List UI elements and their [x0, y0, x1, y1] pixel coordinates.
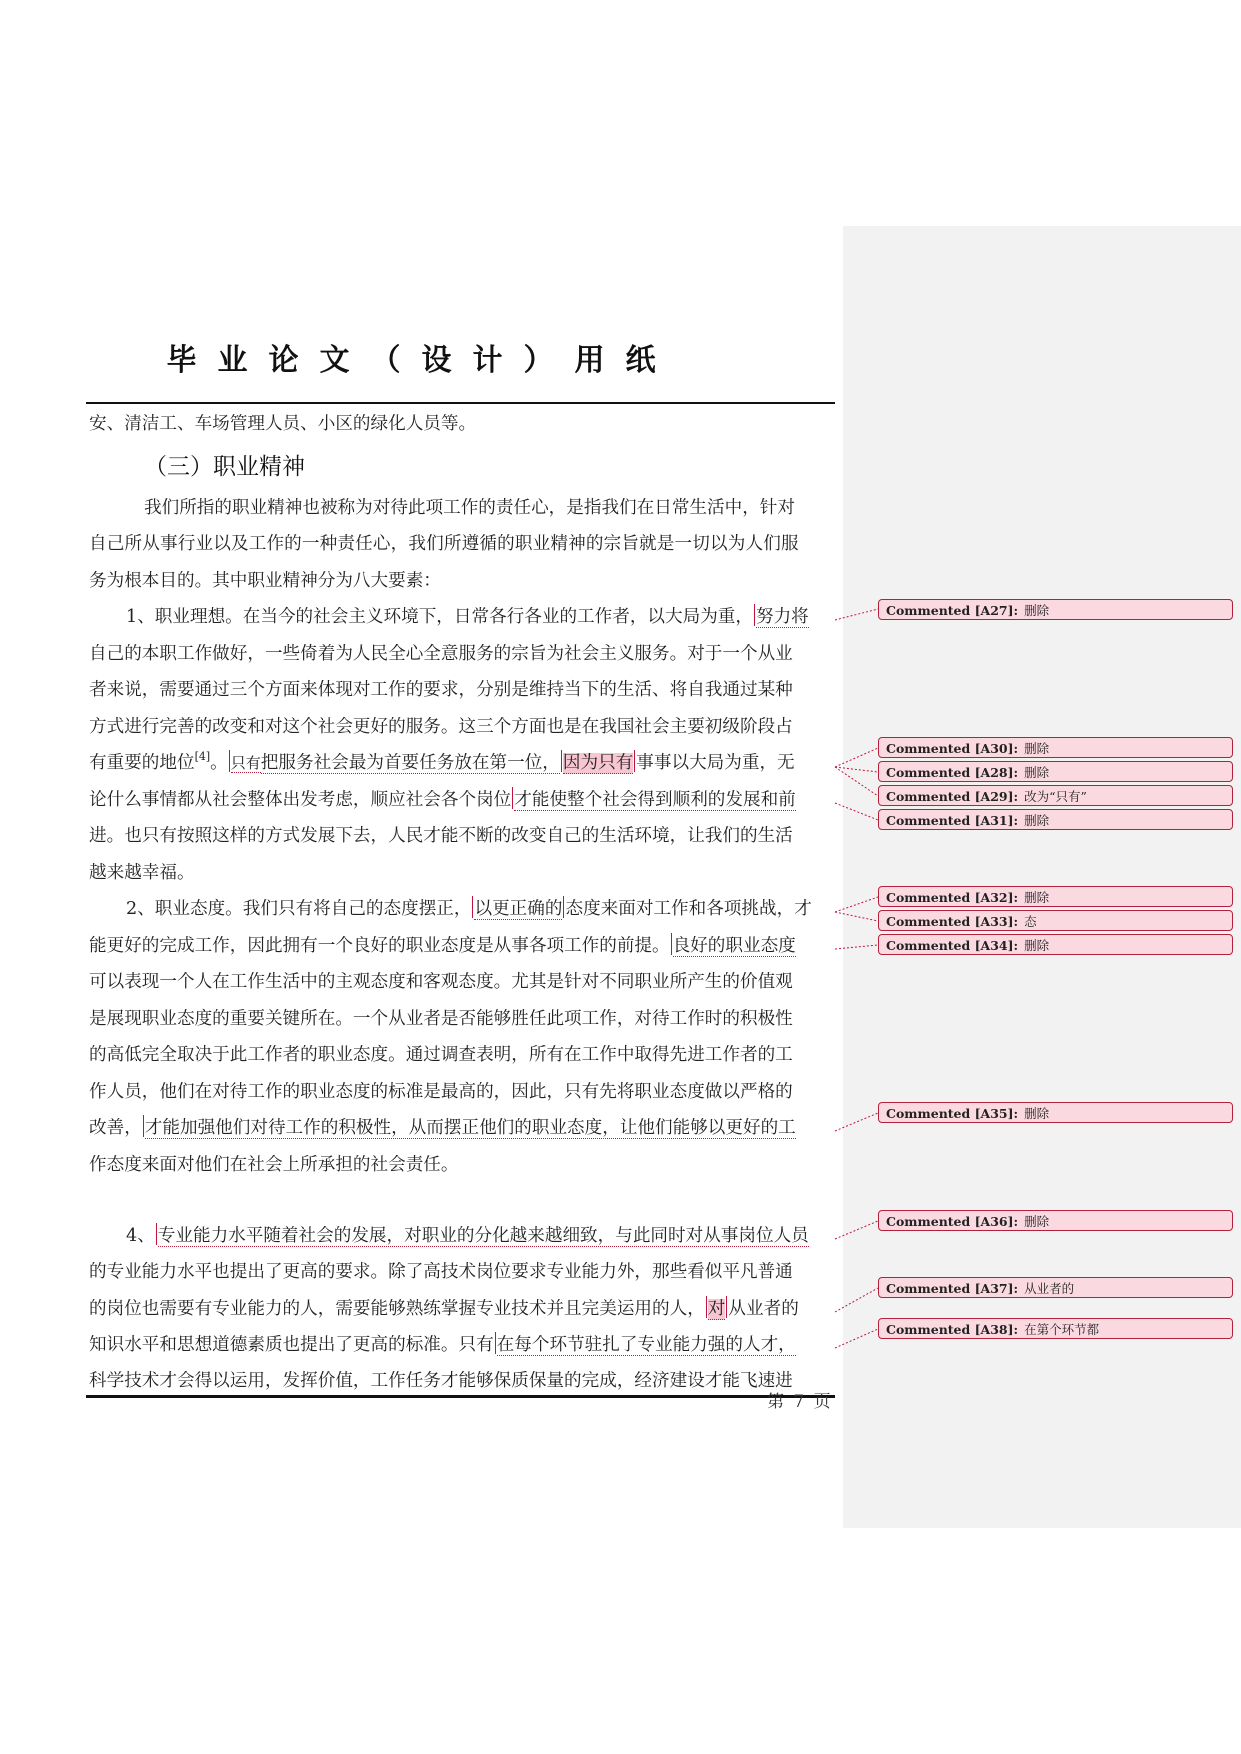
comment-anchor-mark[interactable] [671, 933, 672, 955]
comment-anchor-mark[interactable] [561, 750, 562, 772]
body-line: 作人员，他们在对待工作的职业态度的标准是最高的，因此，只有先将职业态度做以严格的 [89, 1082, 793, 1102]
body-line: 方式进行完善的改变和对这个社会更好的服务。这三个方面也是在我国社会主要初级阶段占 [89, 717, 793, 737]
comment-id: Commented [A27]: [886, 603, 1019, 618]
comment-id: Commented [A37]: [886, 1281, 1019, 1296]
comment-text: 删除 [1024, 603, 1050, 618]
comment-text: 态 [1024, 914, 1037, 929]
body-line: 的高低完全取决于此工作者的职业态度。通过调查表明，所有在工作中取得先进工作者的工 [89, 1045, 793, 1065]
body-line: 作态度来面对他们在社会上所承担的社会责任。 [89, 1155, 459, 1175]
comment-text: 删除 [1024, 813, 1050, 828]
comment-text: 删除 [1024, 890, 1050, 905]
comment-id: Commented [A31]: [886, 813, 1019, 828]
text-run: 论什么事情都从社会整体出发考虑，顺应社会各个岗位 [89, 790, 512, 810]
body-line [89, 749, 795, 774]
page-number: 第 7 页 [767, 1392, 833, 1412]
page-header-title: 毕业论文（设计）用纸 [166, 343, 677, 378]
comment-id: Commented [A34]: [886, 938, 1019, 953]
text-run: 事事以大局为重，无 [636, 753, 795, 773]
comment-text: 在第个环节都 [1024, 1322, 1100, 1337]
comment-id: Commented [A33]: [886, 914, 1019, 929]
body-line: 科学技术才会得以运用，发挥价值，工作任务才能够保质保量的完成，经济建设才能飞速进 [89, 1371, 793, 1391]
body-line: 是展现职业态度的重要关键所在。一个从业者是否能够胜任此项工作，对待工作时的积极性 [89, 1009, 793, 1029]
commented-text[interactable]: 以更正确的 [474, 899, 563, 919]
comment-text: 从业者的 [1024, 1281, 1075, 1296]
text-run: 知识水平和思想道德素质也提出了更高的标准。只有 [89, 1335, 494, 1355]
commented-text[interactable]: 努力将 [755, 607, 809, 627]
comment-balloon[interactable] [878, 886, 1233, 907]
comment-text: 删除 [1024, 1214, 1050, 1229]
commented-text[interactable]: 才能使整个社会得到顺利的发展和前 [514, 790, 796, 810]
commented-text[interactable]: 只有 [230, 754, 261, 772]
body-line [126, 895, 812, 920]
comment-text: 删除 [1024, 938, 1050, 953]
text-run: 2、职业态度。我们只有将自己的态度摆正， [126, 899, 472, 919]
commented-text[interactable]: 才能加强他们对待工作的积极性，从而摆正他们的职业态度，让他们能够以更好的工 [144, 1118, 796, 1138]
commented-text[interactable]: 把服务社会最为首要任务放在第一位， [260, 753, 560, 773]
body-line: 我们所指的职业精神也被称为对待此项工作的责任心，是指我们在日常生活中，针对 [144, 498, 795, 518]
body-line: 越来越幸福。 [89, 863, 195, 883]
comment-balloon[interactable] [878, 1210, 1233, 1231]
body-line [126, 603, 809, 628]
commented-text-highlight[interactable]: 对 [707, 1299, 726, 1319]
text-run: 4、 [126, 1226, 155, 1246]
comment-anchor-mark[interactable] [495, 1332, 496, 1354]
text-run: 态度来面对工作和各项挑战，才 [565, 899, 812, 919]
text-run: 。 [210, 753, 228, 773]
text-run: 1、职业理想。在当今的社会主义环境下，日常各行各业的工作者，以大局为重， [126, 607, 753, 627]
comment-anchor-mark[interactable] [156, 1223, 157, 1245]
comment-text: 删除 [1024, 741, 1050, 756]
body-line [89, 1331, 796, 1356]
commented-text[interactable]: 专业能力水平随着社会的发展，对职业的分化越来越细致，与此同时对从事岗位人员 [157, 1226, 809, 1246]
comment-balloon[interactable] [878, 934, 1233, 955]
body-line: 自己所从事行业以及工作的一种责任心，我们所遵循的职业精神的宗旨就是一切以为人们服 [89, 534, 799, 554]
comment-balloon[interactable] [878, 910, 1233, 931]
comment-text: 删除 [1024, 765, 1050, 780]
comment-id: Commented [A28]: [886, 765, 1019, 780]
comment-balloon[interactable] [878, 785, 1233, 806]
comment-id: Commented [A36]: [886, 1214, 1019, 1229]
text-run: 有重要的地位 [89, 753, 195, 773]
comment-text: 删除 [1024, 1106, 1050, 1121]
comment-balloon[interactable] [878, 809, 1233, 830]
comment-id: Commented [A32]: [886, 890, 1019, 905]
comment-balloon[interactable] [878, 599, 1233, 620]
body-line [89, 932, 796, 957]
comment-id: Commented [A35]: [886, 1106, 1019, 1121]
comment-balloon[interactable] [878, 1277, 1233, 1298]
comment-balloon[interactable] [878, 1102, 1233, 1123]
body-line [126, 1222, 809, 1247]
body-line: 自己的本职工作做好，一些倚着为人民全心全意服务的宗旨为社会主义服务。对于一个从业 [89, 644, 793, 664]
text-run: 从业者的 [728, 1299, 799, 1319]
comment-id: Commented [A30]: [886, 741, 1019, 756]
section-heading: （三）职业精神 [144, 454, 305, 480]
commented-text-highlight[interactable]: 因为只有 [562, 753, 634, 773]
body-line: 可以表现一个人在工作生活中的主观态度和客观态度。尤其是针对不同职业所产生的价值观 [89, 972, 793, 992]
body-line: 的专业能力水平也提出了更高的要求。除了高技术岗位要求专业能力外，那些看似平凡普通 [89, 1262, 793, 1282]
citation-marker[interactable]: [4] [194, 750, 211, 763]
comment-text: 改为“只有” [1024, 789, 1087, 804]
comment-id: Commented [A38]: [886, 1322, 1019, 1337]
body-line: 进。也只有按照这样的方式发展下去，人民才能不断的改变自己的生活环境，让我们的生活 [89, 826, 793, 846]
commented-text[interactable]: 在每个环节驻扎了专业能力强的人才， [496, 1335, 796, 1355]
comment-balloon[interactable] [878, 737, 1233, 758]
comment-id: Commented [A29]: [886, 789, 1019, 804]
comment-anchor-mark[interactable] [706, 1296, 707, 1318]
text-run: 改善， [89, 1118, 142, 1138]
body-line [89, 1114, 796, 1139]
text-run: 的岗位也需要有专业能力的人，需要能够熟练掌握专业技术并且完美运用的人， [89, 1299, 705, 1319]
body-line [89, 786, 796, 811]
comment-anchor-mark[interactable] [143, 1115, 144, 1137]
comment-balloon[interactable] [878, 761, 1233, 782]
text-run: 能更好的完成工作，因此拥有一个良好的职业态度是从事各项工作的前提。 [89, 936, 670, 956]
comment-anchor-mark[interactable] [229, 750, 230, 772]
body-line [89, 1295, 799, 1320]
commented-text[interactable]: 良好的职业态度 [672, 936, 796, 956]
body-line: 者来说，需要通过三个方面来体现对工作的要求，分别是维持当下的生活、将自我通过某种 [89, 680, 793, 700]
comment-anchor-mark[interactable] [754, 604, 755, 626]
header-rule [86, 402, 835, 404]
body-line: 务为根本目的。其中职业精神分为八大要素： [89, 571, 441, 591]
comment-balloon[interactable] [878, 1318, 1233, 1339]
footer-rule [86, 1395, 835, 1398]
body-line: 安、清洁工、车场管理人员、小区的绿化人员等。 [89, 414, 477, 434]
